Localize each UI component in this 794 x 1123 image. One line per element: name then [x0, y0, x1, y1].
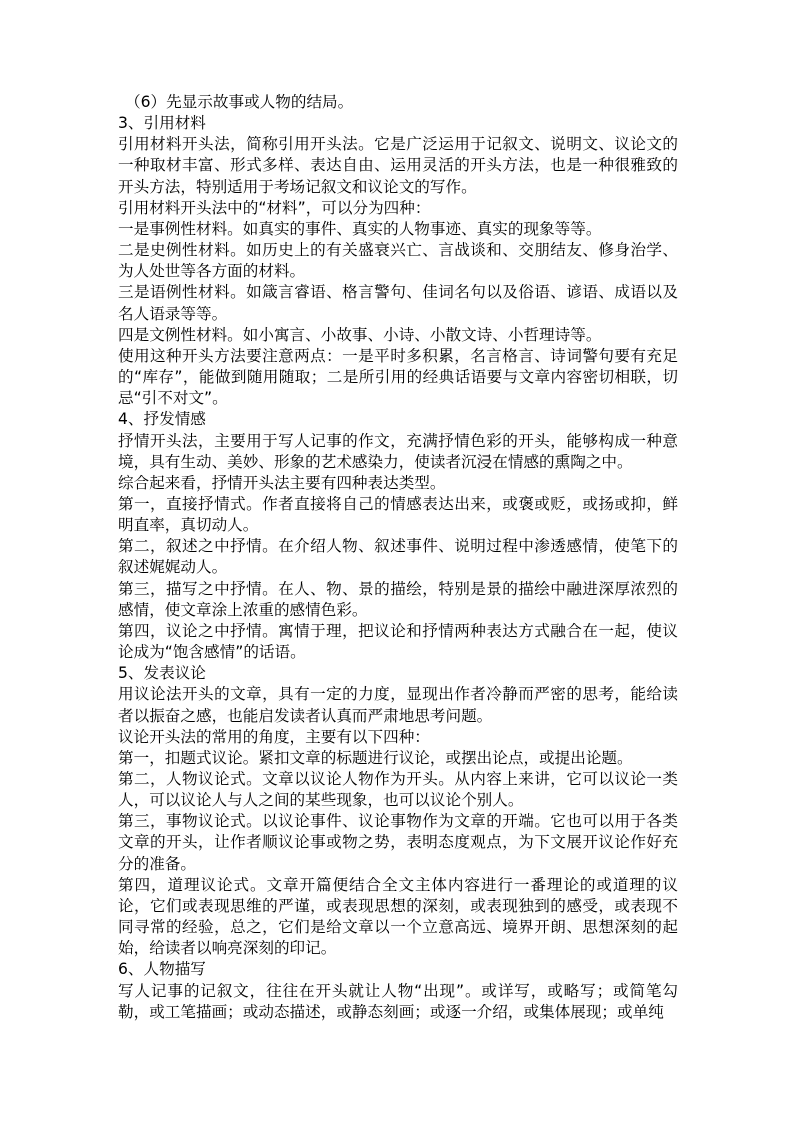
paragraph-emotion-types: 综合起来看，抒情开头法主要有四种表达类型。 — [118, 473, 446, 492]
section-heading-express-emotion: 4、抒发情感 — [118, 410, 206, 429]
paragraph-emotion-description: 第三，描写之中抒情。在人、物、景的描绘，特别是景的描绘中融进深厚浓烈的感情，使文章涂上浓重的感情色彩。 — [118, 579, 678, 619]
paragraph-argument-person: 第二，人物议论式。文章以议论人物作为开头。从内容上来讲，它可以议论一类人，可以议论人与人之间的某些现象，也可以议论个别人。 — [118, 770, 678, 810]
section-heading-quote-material: 3、引用材料 — [118, 114, 206, 133]
paragraph-emotion-intro: 抒情开头法，主要用于写人记事的作文，充满抒情色彩的开头，能够构成一种意境，具有生动、美妙、形象的艺术感染力，使读者沉浸在情感的熏陶之中。 — [118, 431, 678, 471]
section-heading-character: 6、人物描写 — [118, 960, 206, 979]
paragraph-argument-angles: 议论开头法的常用的角度，主要有以下四种： — [118, 727, 430, 746]
section-heading-argument: 5、发表议论 — [118, 664, 206, 683]
paragraph-history-material: 二是史例性材料。如历史上的有关盛衰兴亡、言战谈和、交朋结友、修身治学、为人处世等各方面的材料。 — [118, 241, 678, 281]
paragraph-emotion-narrative: 第二，叙述之中抒情。在介绍人物、叙述事件、说明过程中渗透感情，使笔下的叙述娓娓动人。 — [118, 537, 678, 577]
document-body — [118, 92, 678, 1023]
paragraph-emotion-direct: 第一，直接抒情式。作者直接将自己的情感表达出来，或褒或贬，或扬或抑，鲜明直率，真切动人。 — [118, 494, 678, 535]
paragraph-argument-title: 第一，扣题式议论。紧扣文章的标题进行议论，或摆出论点，或提出论题。 — [118, 748, 633, 767]
paragraph-literary-material: 四是文例性材料。如小寓言、小故事、小诗、小散文诗、小哲理诗等。 — [118, 325, 602, 344]
paragraph-character-intro: 写人记事的记叙文，往往在开头就让人物“出现”。或详写，或略写；或简笔勾勒，或工笔描画；或动态描述，或静态刻画；或逐一介绍，或集体展现；或单纯 — [118, 981, 678, 1021]
paragraph-emotion-argument: 第四，议论之中抒情。寓情于理，把议论和抒情两种表达方式融合在一起，使议论成为“饱含感情”的话语。 — [118, 621, 678, 662]
paragraph-argument-intro: 用议论法开头的文章，具有一定的力度，显现出作者冷静而严密的思考，能给读者以振奋之感，也能启发读者认真而严肃地思考问题。 — [118, 685, 678, 725]
paragraph-quote-notes: 使用这种开头方法要注意两点：一是平时多积累，名言格言、诗词警句要有充足的“库存”，能做到随用随取；二是所引用的经典话语要与文章内容密切相联，切忌“引不对文”。 — [118, 346, 678, 408]
paragraph-saying-material: 三是语例性材料。如箴言睿语、格言警句、佳词名句以及俗语、谚语、成语以及名人语录等等。 — [118, 283, 678, 323]
paragraph-fact-material: 一是事例性材料。如真实的事件、真实的人物事迹、真实的现象等等。 — [118, 219, 602, 238]
paragraph-argument-event: 第三，事物议论式。以议论事件、议论事物作为文章的开端。它也可以用于各类文章的开头，让作者顺议论事或物之势，表明态度观点，为下文展开议论作好充分的准备。 — [118, 812, 678, 873]
paragraph-material-types: 引用材料开头法中的“材料”，可以分为四种： — [118, 198, 431, 217]
paragraph-argument-reason: 第四，道理议论式。文章开篇便结合全文主体内容进行一番理论的或道理的议论，它们或表现思维的严谨，或表现思想的深刻，或表现独到的感受，或表现不同寻常的经验，总之，它们是给文章以一个立意高远、境界开朗、思想深刻的起始，给读者以响亮深刻的印记。 — [118, 875, 678, 958]
paragraph-quote-intro: 引用材料开头法，简称引用开头法。它是广泛运用于记叙文、说明文、议论文的一种取材丰富、形式多样、表达自由、运用灵活的开头方法，也是一种很雅致的开头方法，特别适用于考场记叙文和议论文的写作。 — [118, 135, 678, 196]
paragraph-result-first: （6）先显示故事或人物的结局。 — [125, 93, 354, 111]
